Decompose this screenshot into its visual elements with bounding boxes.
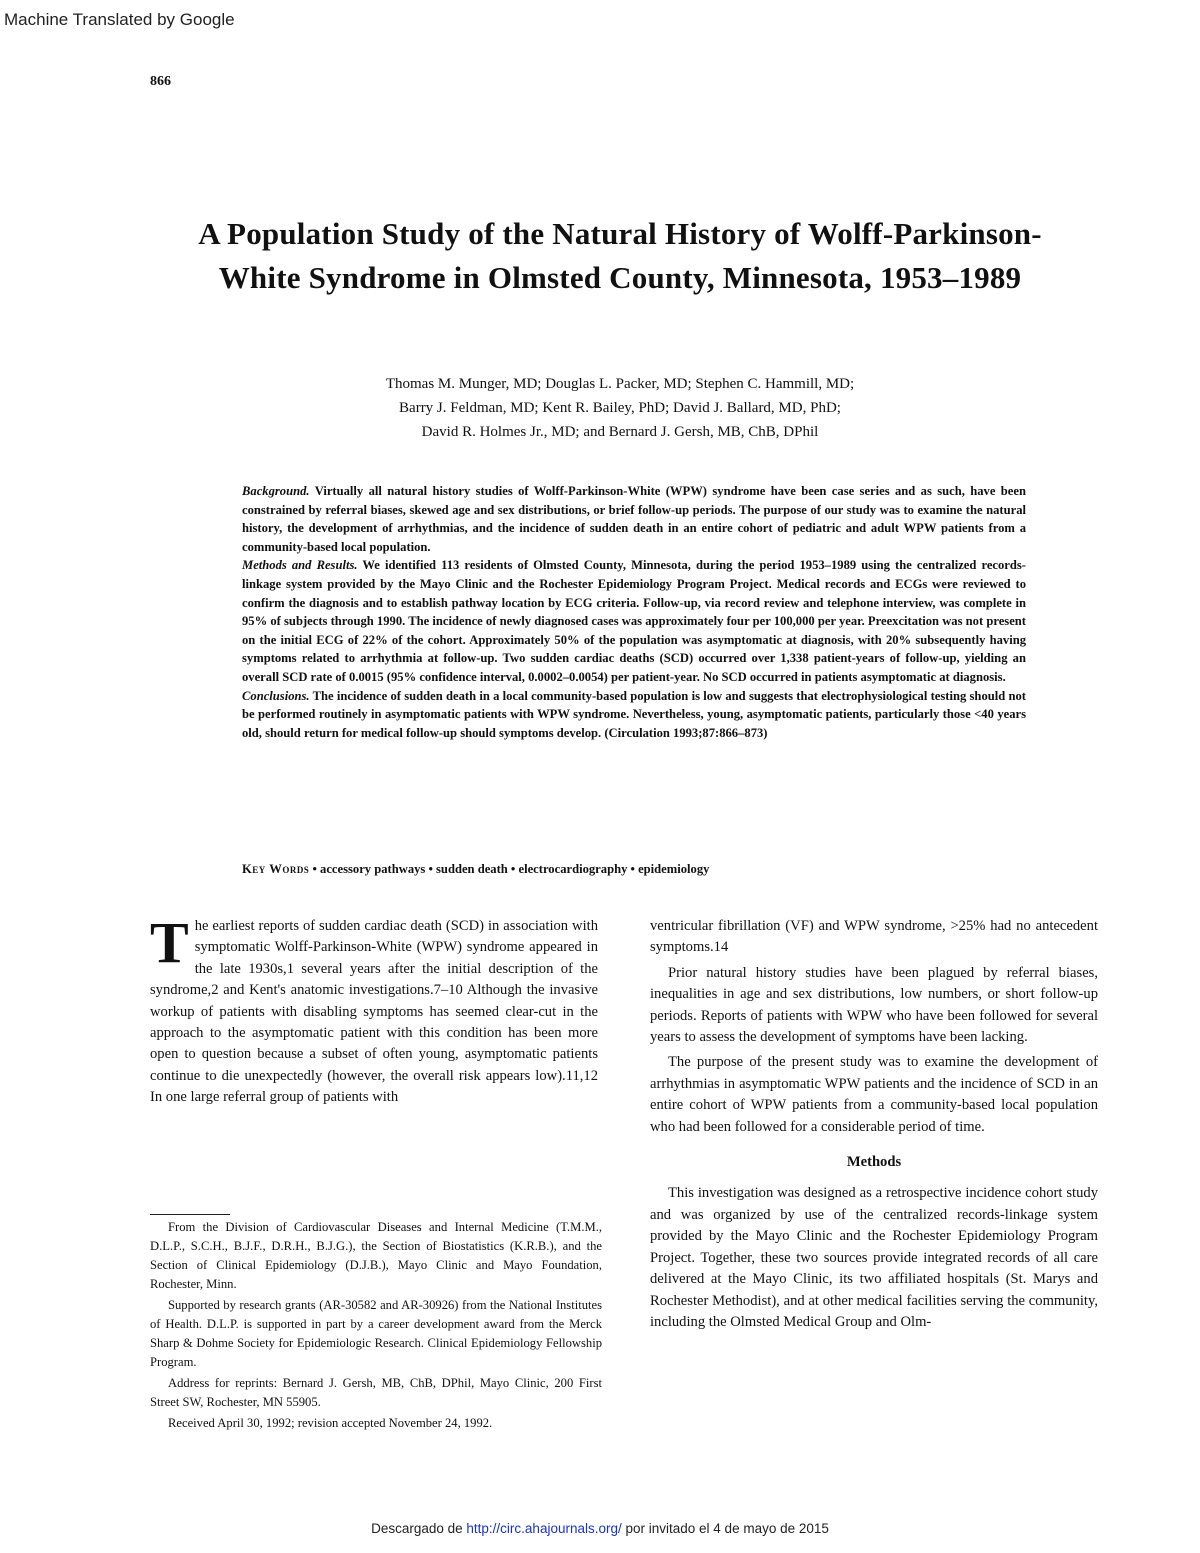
body-left-column — [150, 910, 598, 1113]
vf-paragraph: ventricular fibrillation (VF) and WPW syndrome, >25% had no antecedent symptoms.14 — [650, 918, 1098, 956]
download-prefix: Descargado de — [371, 1521, 467, 1536]
background-label: Background. — [242, 484, 310, 498]
footnote-support: Supported by research grants (AR-30582 and AR-30926) from the National Institutes of Health. D.L.P. is supported in part by a career development award from the Merck Sharp & Dohme Society for Epidemiologic Research. Clinical Epidemiology Fellowship Program. — [150, 1298, 602, 1369]
download-suffix: por invitado el 4 de mayo de 2015 — [621, 1521, 829, 1536]
abstract-background — [242, 482, 1026, 556]
methods-text: We identified 113 residents of Olmsted County, Minnesota, during the period 1953–1989 using the centralized records-linkage system provided by the Mayo Clinic and the Rochester Epidemiology Program Project. Medical records and ECGs were reviewed to confirm the diagnosis and to establish pathway location by ECG criteria. Follow-up, via record review and telephone interview, was complete in 95% of subjects through 1990. The incidence of newly diagnosed cases was approximately four per 100,000 per year. Preexcitation was not present on the initial ECG of 22% of the cohort. Approximately 50% of the population was asymptomatic at diagnosis, with 20% subsequently having symptoms related to arrhythmia at follow-up. Two sudden cardiac deaths (SCD) occurred over 1,338 patient-years of follow-up, yielding an overall SCD rate of 0.0015 (95% confidence interval, 0.0002–0.0054) per patient-year. No SCD occurred in patients asymptomatic at diagnosis. — [242, 558, 1026, 684]
machine-translated-banner: Machine Translated by Google — [4, 10, 235, 29]
body-right-column — [650, 916, 1098, 1337]
prior-studies-paragraph: Prior natural history studies have been plagued by referral biases, inequalities in age and sex distributions, low numbers, or short follow-up periods. Reports of patients with WPW who have been followed for several years to assess the development of symptoms have been lacking. — [650, 964, 1098, 1046]
abstract-conclusions — [242, 687, 1026, 743]
conclusions-label: Conclusions. — [242, 688, 310, 703]
download-notice — [0, 1521, 1200, 1536]
purpose-paragraph: The purpose of the present study was to examine the development of arrhythmias in asymptomatic WPW patients and the incidence of SCD in an entire cohort of WPW patients from a community-based local population who had been followed for a considerable period of time. — [650, 1054, 1098, 1135]
background-text: Virtually all natural history studies of Wolff-Parkinson-White (WPW) syndrome have been case series and as such, have been constrained by referral biases, skewed age and sex distributions, or brief follow-up periods. The purpose of our study was to examine the natural history, the development of arrhythmias, and the incidence of sudden death in an entire cohort of pediatric and adult WPW patients from a community-based local population. — [242, 484, 1026, 554]
keywords-label: Key Words — [242, 862, 310, 876]
abstract-methods — [242, 556, 1026, 686]
page-number: 866 — [150, 74, 171, 89]
intro-paragraph — [150, 910, 598, 1109]
author-line-1: Thomas M. Munger, MD; Douglas L. Packer, MD; Stephen C. Hammill, MD; — [385, 376, 855, 392]
keywords — [242, 862, 1026, 877]
methods-paragraph: This investigation was designed as a retrospective incidence cohort study and was organized by use of the centralized records-linkage system provided by the Mayo Clinic and the Rochester Epidemiology Program Project. Together, these two sources provide integrated records of all care delivered at the Mayo Clinic, its two affiliated hospitals (St. Marys and Rochester Methodist), and at other medical facilities serving the community, including the Olmsted Medical Group and Olm- — [650, 1185, 1098, 1330]
author-line-3: David R. Holmes Jr., MD; and Bernard J. Gersh, MB, ChB, DPhil — [421, 424, 819, 440]
author-line-2: Barry J. Feldman, MD; Kent R. Bailey, PhD; David J. Ballard, MD, PhD; — [399, 400, 841, 416]
author-list — [220, 372, 1020, 444]
footnote-received: Received April 30, 1992; revision accepted November 24, 1992. — [168, 1416, 493, 1430]
methods-label: Methods and Results. — [242, 558, 358, 573]
footnotes — [150, 1218, 602, 1435]
keywords-items: • accessory pathways • sudden death • electrocardiography • epidemiology — [312, 862, 710, 876]
conclusions-text: The incidence of sudden death in a local community-based population is low and suggests that electrophysiological testing should not be performed routinely in asymptomatic patients with WPW syndrome. Nevertheless, young, asymptomatic patients, particularly those <40 years old, should return for medical follow-up should symptoms develop. (Circulation 1993;87:866–873) — [242, 688, 1026, 740]
abstract — [242, 482, 1026, 742]
footnote-divider — [150, 1214, 230, 1215]
methods-heading: Methods — [846, 1154, 902, 1171]
journal-link[interactable]: http://circ.ahajournals.org/ — [466, 1521, 622, 1536]
drop-cap: T — [150, 910, 189, 975]
article-title: A Population Study of the Natural History of Wolff-Parkinson-White Syndrome in Olmsted County, Minnesota, 1953–1989 — [198, 216, 1042, 295]
intro-text: he earliest reports of sudden cardiac death (SCD) in association with symptomatic Wolff-Parkinson-White (WPW) syndrome appeared in the late 1930s,1 several years after the initial description of the syndrome,2 and Kent's anatomic investigations.7–10 Although the invasive workup of patients with disabling symptoms has seemed clear-cut in the approach to the asymptomatic patient with this condition has been more open to question because a subset of often young, asymptomatic patients continue to die unexpectedly (however, the overall risk appears low).11,12 In one large referral group of patients with — [150, 918, 598, 1106]
footnote-reprints: Address for reprints: Bernard J. Gersh, MB, ChB, DPhil, Mayo Clinic, 200 First Street SW, Rochester, MN 55905. — [150, 1376, 602, 1409]
footnote-affiliation: From the Division of Cardiovascular Diseases and Internal Medicine (T.M.M., D.L.P., S.C.H., B.J.F., D.R.H., B.J.G.), the Section of Biostatistics (K.R.B.), and the Section of Clinical Epidemiology (D.J.B.), Mayo Clinic and Mayo Foundation, Rochester, Minn. — [150, 1220, 602, 1291]
